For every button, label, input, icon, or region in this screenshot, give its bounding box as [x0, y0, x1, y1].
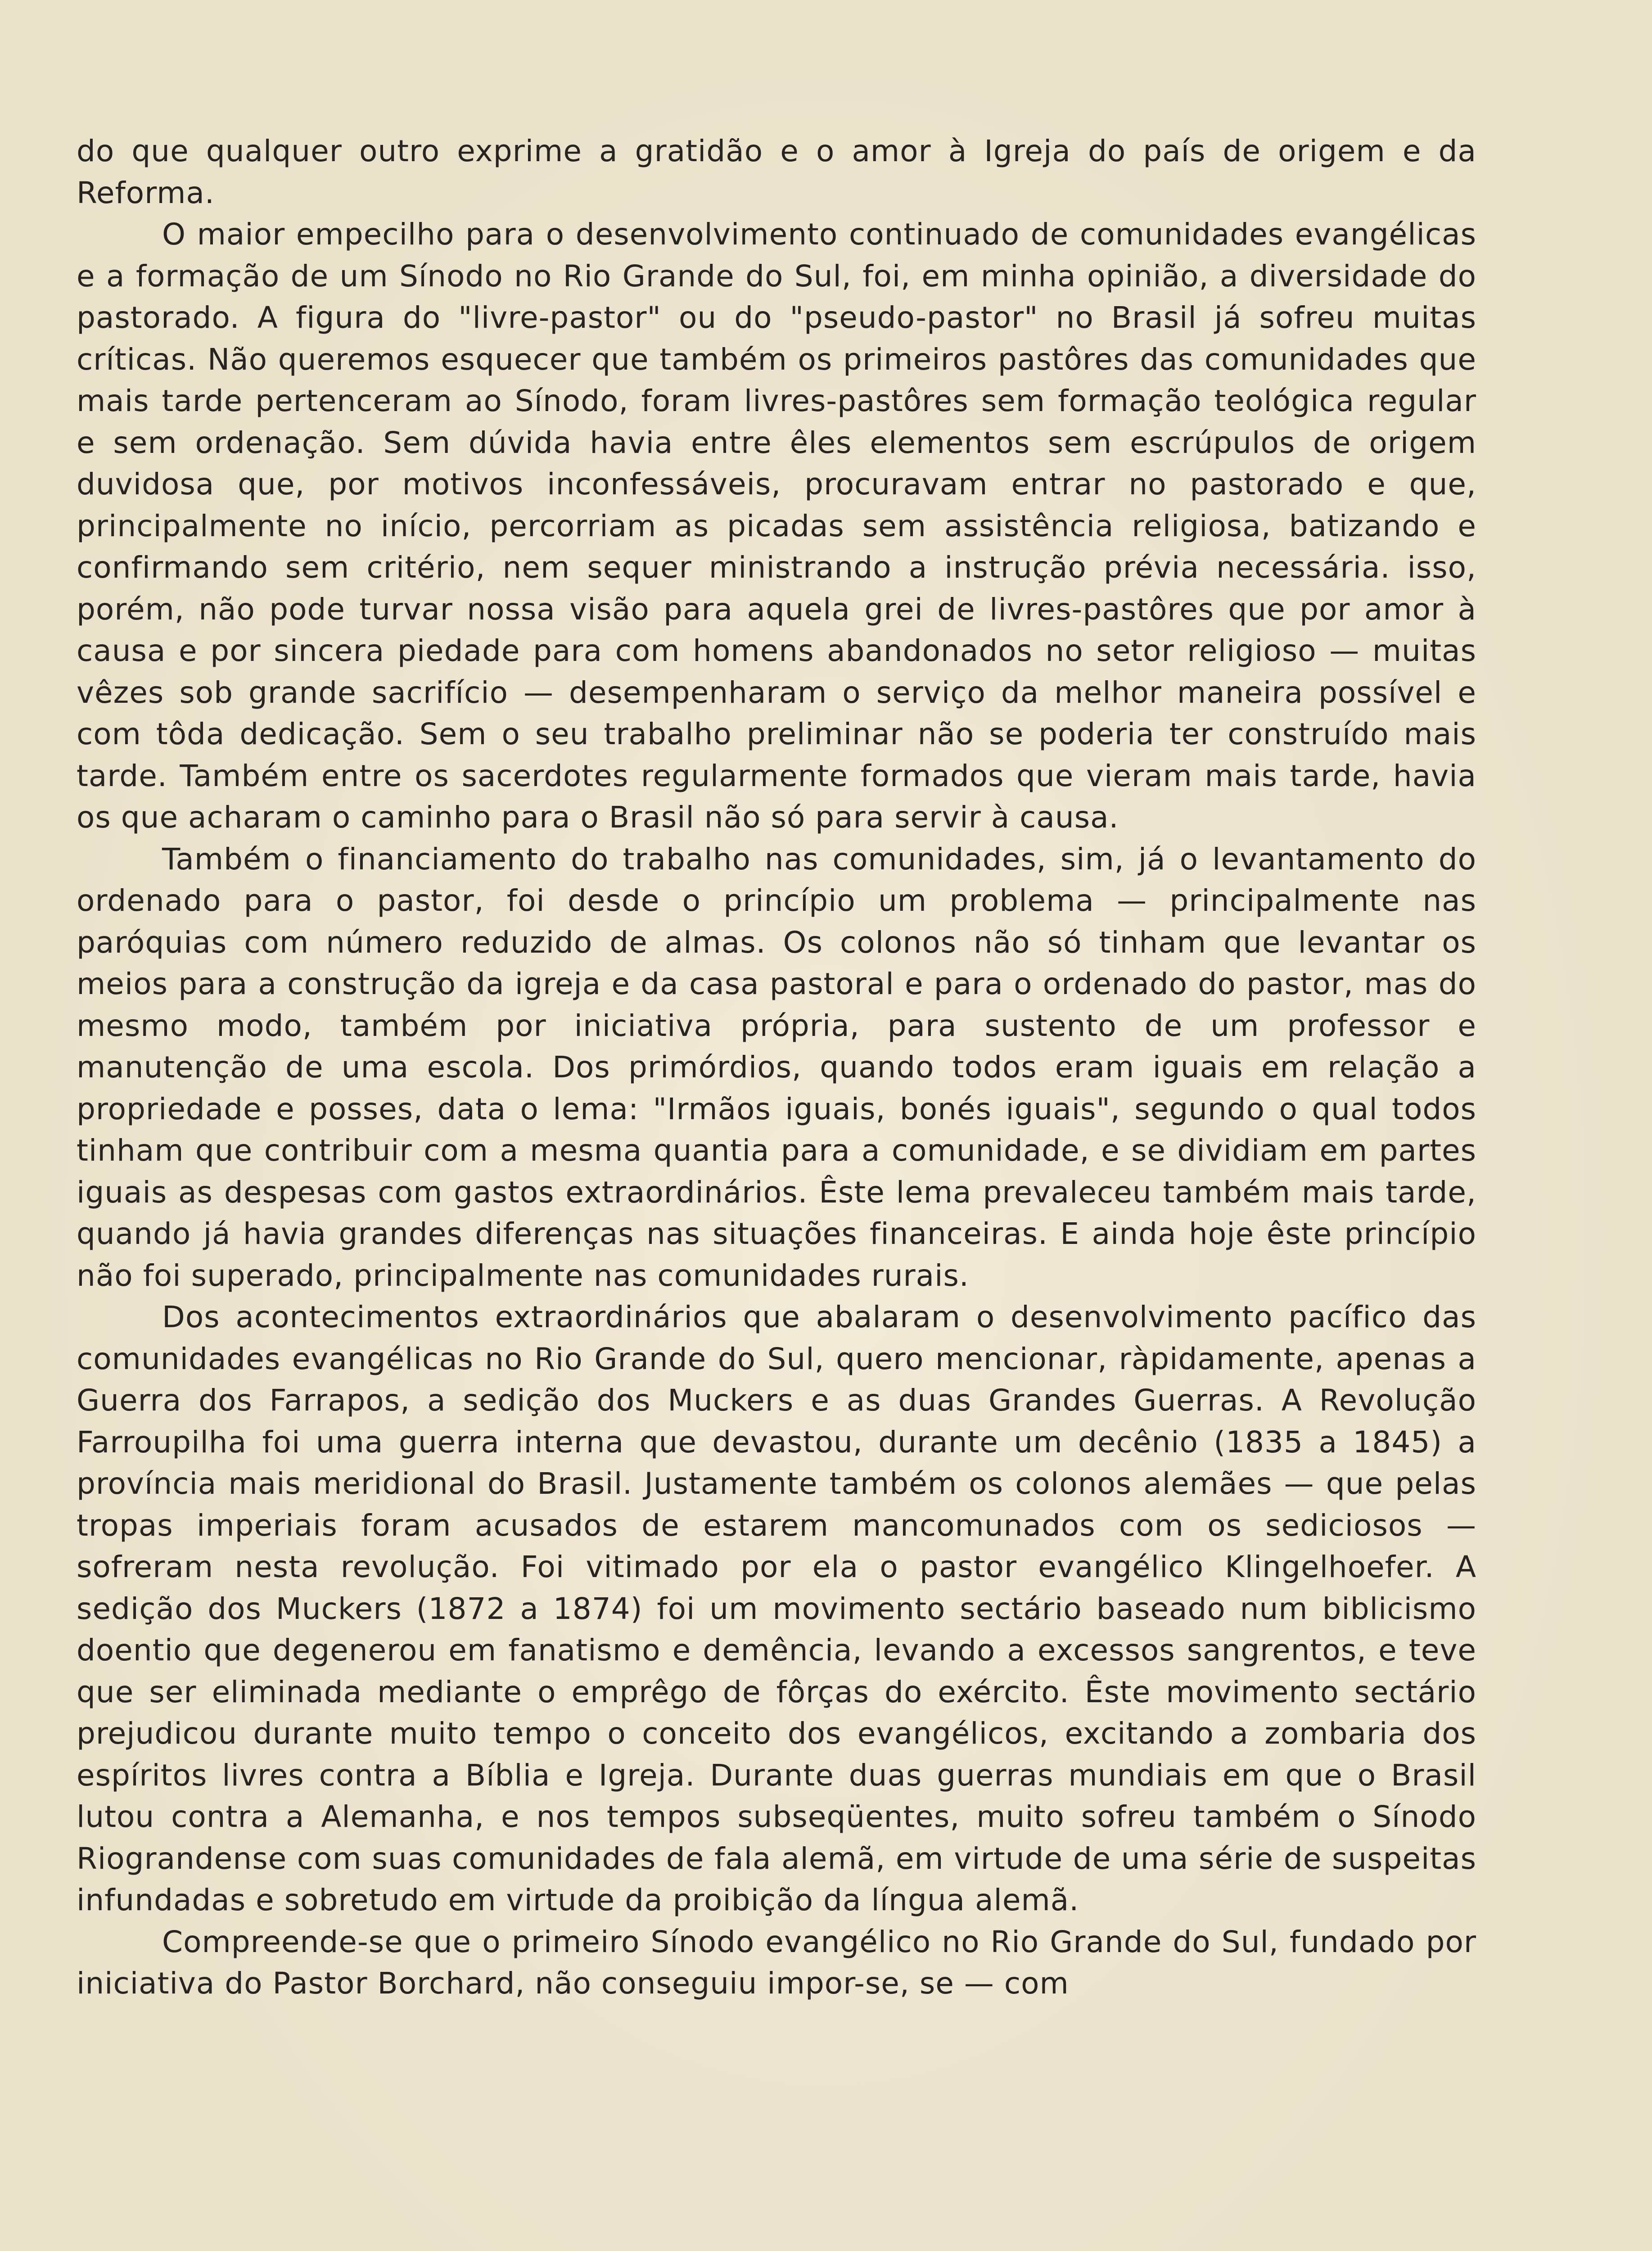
body-text [77, 131, 1476, 2005]
paragraph-financing: Também o financiamento do trabalho nas comunidades, sim, já o levantamento do ordenado para o pastor, foi desde o princípio um problema — principalmente nas paróquias com número reduzido de almas. Os colonos não só tinham que levantar os meios para a construção da igreja e da casa pastoral e para o ordenado do pastor, mas do mesmo modo, também por iniciativa própria, para sustento de um professor e manutenção de uma escola. Dos primórdios, quando todos eram iguais em relação a propriedade e posses, data o lema: "Irmãos iguais, bonés iguais", segundo o qual todos tinham que contribuir com a mesma quantia para a comunidade, e se dividiam em partes iguais as despesas com gastos extraordinários. Êste lema prevaleceu também mais tarde, quando já havia grandes diferenças nas situações financeiras. E ainda hoje êste princípio não foi superado, principalmente nas comunidades rurais. [77, 841, 1476, 1293]
paragraph-continuation: do que qualquer outro exprime a gratidão e o amor à Igreja do país de origem e da Reforma. [77, 134, 1476, 210]
paragraph-pastorate: O maior empecilho para o desenvolvimento continuado de comunidades evangélicas e a formação de um Sínodo no Rio Grande do Sul, foi, em minha opinião, a diversidade do pastorado. A figura do "livre-pastor" ou do "pseudo-pastor" no Brasil já sofreu muitas críticas. Não queremos esquecer que também os primeiros pastôres das comunidades que mais tarde pertenceram ao Sínodo, foram livres-pastôres sem formação teológica regular e sem ordenação. Sem dúvida havia entre êles elementos sem escrúpulos de origem duvidosa que, por motivos inconfessáveis, procuravam entrar no pastorado e que, principalmente no início, percorriam as picadas sem assistência religiosa, batizando e confirmando sem critério, nem sequer ministrando a instrução prévia necessária. isso, porém, não pode turvar nossa visão para aquela grei de livres-pastôres que por amor à causa e por sincera piedade para com homens abandonados no setor religioso — muitas vêzes sob grande sacrifício — desempenharam o serviço da melhor maneira possível e com tôda dedicação. Sem o seu trabalho preliminar não se poderia ter construído mais tarde. Também entre os sacerdotes regularmente formados que vieram mais tarde, havia os que acharam o caminho para o Brasil não só para servir à causa. [77, 217, 1476, 835]
paragraph-first-synod: Compreende-se que o primeiro Sínodo evangélico no Rio Grande do Sul, fundado por iniciativa do Pastor Borchard, não conseguiu impor-se, se — com [77, 1924, 1476, 2001]
paragraph-events: Dos acontecimentos extraordinários que abalaram o desenvolvimento pacífico das comunidades evangélicas no Rio Grande do Sul, quero mencionar, ràpidamente, apenas a Guerra dos Farrapos, a sedição dos Muckers e as duas Grandes Guerras. A Revolução Farroupilha foi uma guerra interna que devastou, durante um decênio (1835 a 1845) a província mais meridional do Brasil. Justamente também os colonos alemães — que pelas tropas imperiais foram acusados de estarem mancomunados com os sediciosos — sofreram nesta revolução. Foi vitimado por ela o pastor evangélico Klingelhoefer. A sedição dos Muckers (1872 a 1874) foi um movimento sectário baseado num biblicismo doentio que degenerou em fanatismo e demência, levando a excessos sangrentos, e teve que ser eliminada mediante o emprêgo de fôrças do exército. Êste movimento sectário prejudicou durante muito tempo o conceito dos evangélicos, excitando a zombaria dos espíritos livres contra a Bíblia e Igreja. Durante duas guerras mundiais em que o Brasil lutou contra a Alemanha, e nos tempos subseqüentes, muito sofreu também o Sínodo Riograndense com suas comunidades de fala alemã, em virtude de uma série de suspeitas infundadas e sobretudo em virtude da proibição da língua alemã. [77, 1300, 1476, 1917]
